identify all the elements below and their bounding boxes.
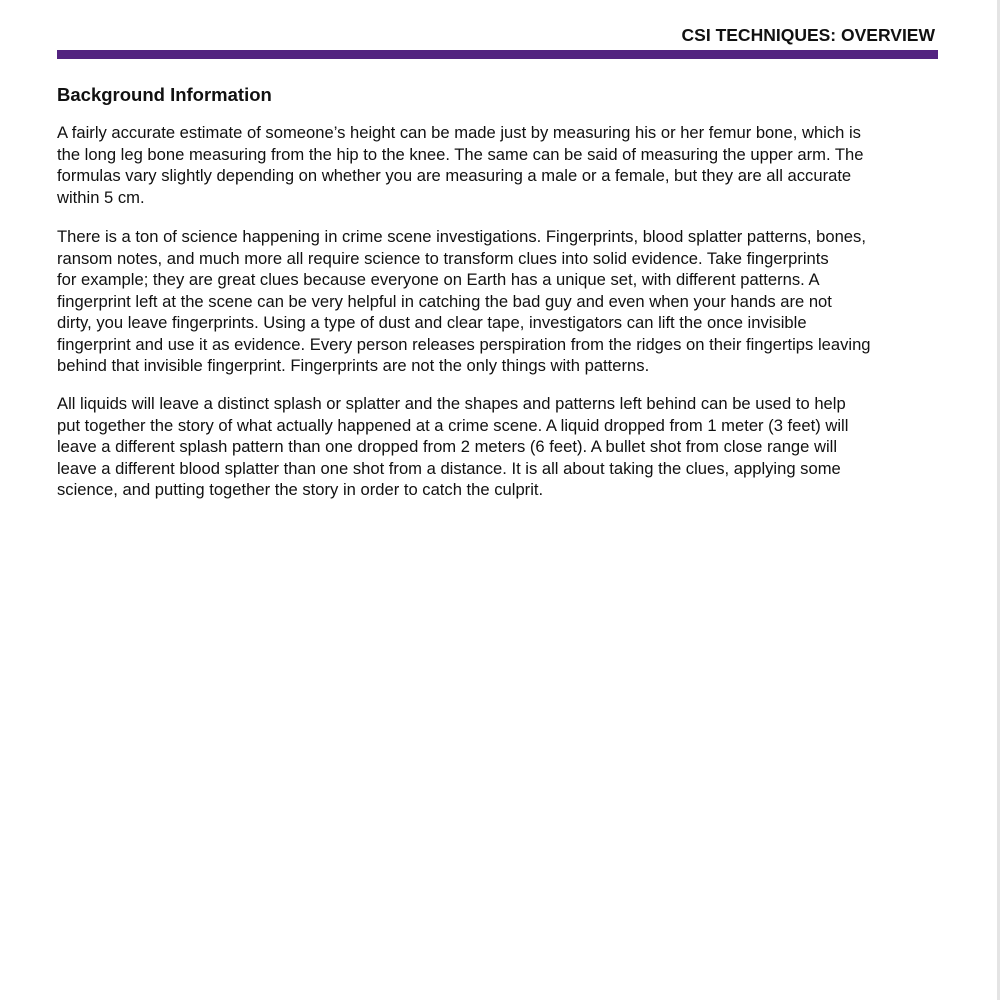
text-line: A fairly accurate estimate of someone’s height can be made just by measuring his or her femur bone, which is (57, 123, 861, 142)
text-line: science, and putting together the story in order to catch the culprit. (57, 480, 544, 499)
paragraph-fingerprints (57, 226, 942, 377)
paragraph-splatter-patterns (57, 393, 942, 501)
page-header-title: CSI TECHNIQUES: OVERVIEW (681, 25, 935, 45)
header-accent-bar (57, 50, 938, 59)
text-line: There is a ton of science happening in crime scene investigations. Fingerprints, blood splatter patterns, bones, (57, 227, 866, 246)
text-line: leave a different splash pattern than one dropped from 2 meters (6 feet). A bullet shot from close range will (57, 437, 838, 456)
text-line: behind that invisible fingerprint. Fingerprints are not the only things with patterns. (57, 356, 650, 375)
text-line: All liquids will leave a distinct splash or splatter and the shapes and patterns left behind can be used to help (57, 394, 846, 413)
text-line: the long leg bone measuring from the hip to the knee. The same can be said of measuring the upper arm. The (57, 144, 864, 164)
text-line: within 5 cm. (57, 187, 145, 207)
text-line: ransom notes, and much more all require science to transform clues into solid evidence. Take fingerprints (57, 248, 829, 268)
text-line: dirty, you leave fingerprints. Using a type of dust and clear tape, investigators can lift the once invisible (57, 313, 807, 332)
text-line: put together the story of what actually happened at a crime scene. A liquid dropped from 1 meter (3 feet) will (57, 415, 849, 435)
text-line: fingerprint left at the scene can be very helpful in catching the bad guy and even when your hands are not (57, 291, 832, 311)
section-heading: Background Information (57, 84, 272, 105)
text-line: fingerprint and use it as evidence. Every person releases perspiration from the ridges on their fingertips leaving (57, 334, 871, 354)
text-line: for example; they are great clues because everyone on Earth has a unique set, with different patterns. A (57, 270, 820, 289)
text-line: leave a different blood splatter than one shot from a distance. It is all about taking the clues, applying some (57, 458, 841, 478)
text-line: formulas vary slightly depending on whether you are measuring a male or a female, but they are all accurate (57, 166, 852, 185)
paragraph-height-estimation (57, 122, 942, 208)
